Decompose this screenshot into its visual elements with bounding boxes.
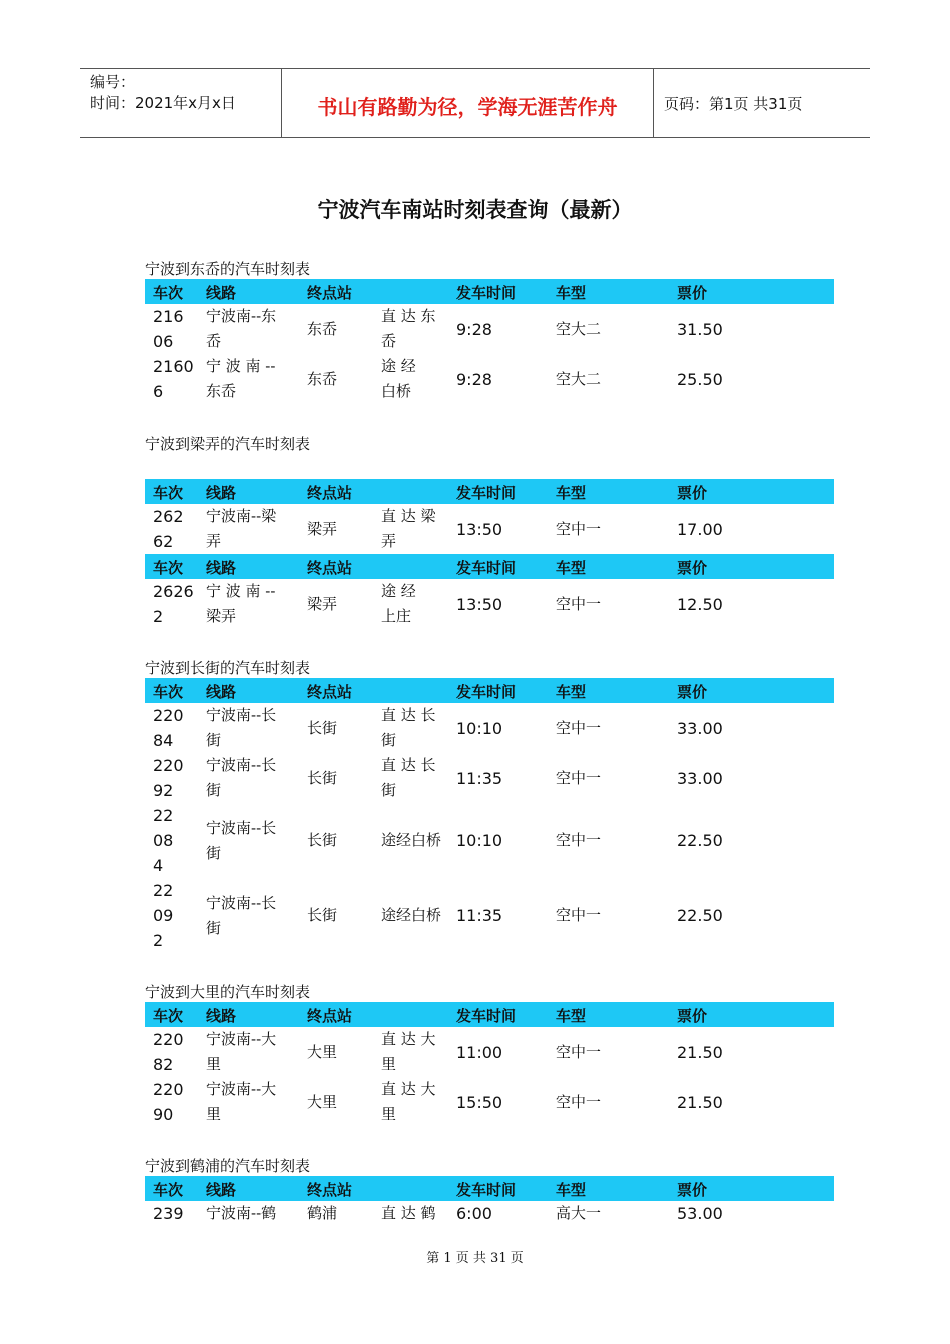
cell-price: 33.00	[677, 768, 723, 788]
column-header-price: 票价	[677, 1007, 708, 1025]
cell-departure-time: 9:28	[456, 369, 492, 389]
cell-via: 直 达 东 岙	[381, 307, 436, 350]
cell-route: 宁波南--长 街	[206, 893, 277, 937]
column-header-train-no: 车次	[153, 683, 184, 701]
cell-bus-type: 空中一	[556, 519, 602, 538]
table-row	[145, 753, 834, 803]
cell-train-no: 2626 2	[153, 582, 194, 626]
column-header-bus-type: 车型	[556, 683, 587, 701]
cell-departure-time: 11:35	[456, 768, 503, 788]
column-header-terminal: 终点站	[307, 484, 353, 502]
cell-train-no: 220 84	[153, 706, 184, 750]
page-title: 宁波汽车南站时刻表查询（最新）	[317, 197, 633, 222]
cell-bus-type: 空中一	[556, 594, 602, 613]
cell-route: 宁波南--长 街	[206, 706, 277, 749]
column-header-departure-time: 发车时间	[456, 1007, 517, 1025]
header-motto: 书山有路勤为径，学海无涯苦作舟	[281, 69, 654, 137]
table-row	[145, 1027, 834, 1077]
cell-terminal: 梁弄	[307, 594, 338, 613]
column-header-route: 线路	[206, 683, 237, 701]
cell-via: 途经白桥	[381, 906, 442, 924]
cell-bus-type: 空中一	[556, 831, 602, 849]
cell-train-no: 22 09 2	[153, 881, 174, 950]
cell-bus-type: 空大二	[556, 319, 602, 338]
cell-via: 直 达 长 街	[381, 706, 436, 749]
table-header-row	[145, 1176, 834, 1201]
column-header-price: 票价	[677, 683, 708, 701]
section-title: 宁波到长街的汽车时刻表	[145, 659, 311, 677]
cell-route: 宁波南--大 里	[206, 1080, 277, 1123]
cell-route: 宁 波 南 -- 梁弄	[206, 582, 276, 625]
cell-terminal: 长街	[307, 718, 338, 737]
cell-route: 宁波南--东 岙	[206, 307, 277, 350]
column-header-train-no: 车次	[153, 559, 184, 577]
column-header-departure-time: 发车时间	[456, 1181, 517, 1199]
cell-terminal: 鹤浦	[307, 1204, 338, 1222]
cell-via: 直 达 长 街	[381, 756, 436, 799]
cell-train-no: 216 06	[153, 307, 184, 351]
cell-bus-type: 空大二	[556, 369, 602, 388]
column-header-route: 线路	[206, 284, 237, 302]
cell-departure-time: 13:50	[456, 594, 503, 614]
column-header-price: 票价	[677, 1181, 708, 1199]
column-header-bus-type: 车型	[556, 484, 587, 502]
cell-via: 直 达 大 里	[381, 1030, 436, 1073]
table-header-row	[145, 479, 834, 504]
table-row	[145, 504, 834, 554]
cell-terminal: 大里	[307, 1092, 338, 1111]
document-header	[80, 68, 870, 138]
column-header-terminal: 终点站	[307, 683, 353, 701]
cell-terminal: 梁弄	[307, 519, 338, 538]
column-header-route: 线路	[206, 559, 237, 577]
column-header-departure-time: 发车时间	[456, 284, 517, 302]
column-header-train-no: 车次	[153, 284, 184, 302]
header-meta	[80, 69, 281, 137]
timetable-section	[145, 982, 834, 1127]
table-row	[145, 354, 834, 404]
cell-bus-type: 空中一	[556, 768, 602, 787]
number-label: 编号：	[90, 73, 136, 91]
cell-bus-type: 空中一	[556, 1042, 602, 1061]
column-header-route: 线路	[206, 484, 237, 502]
column-header-bus-type: 车型	[556, 1007, 587, 1025]
cell-train-no: 239	[153, 1204, 184, 1223]
table-row	[145, 703, 834, 753]
timetable-section	[145, 658, 834, 953]
cell-price: 22.50	[677, 906, 723, 925]
column-header-route: 线路	[206, 1181, 237, 1199]
cell-via: 直 达 大 里	[381, 1080, 436, 1123]
cell-price: 53.00	[677, 1204, 723, 1223]
column-header-train-no: 车次	[153, 484, 184, 502]
cell-terminal: 东岙	[307, 319, 338, 338]
date-label: 时间：2021年x月x日	[90, 94, 236, 112]
cell-price: 22.50	[677, 831, 723, 850]
column-header-train-no: 车次	[153, 1007, 184, 1025]
cell-train-no: 220 92	[153, 756, 184, 800]
cell-bus-type: 高大一	[556, 1204, 602, 1222]
section-title: 宁波到梁弄的汽车时刻表	[145, 435, 311, 453]
cell-route: 宁波南--长 街	[206, 756, 277, 799]
cell-train-no: 220 90	[153, 1080, 184, 1124]
table-header-row	[145, 1002, 834, 1027]
column-header-departure-time: 发车时间	[456, 484, 517, 502]
table-row	[145, 304, 834, 354]
cell-route: 宁波南--梁 弄	[206, 507, 277, 550]
section-title: 宁波到大里的汽车时刻表	[145, 983, 311, 1001]
column-header-terminal: 终点站	[307, 1181, 353, 1199]
cell-route: 宁波南--长 街	[206, 818, 277, 862]
cell-departure-time: 9:28	[456, 319, 492, 339]
table-row	[145, 1201, 834, 1226]
cell-via: 途 经 上庄	[381, 582, 416, 625]
timetable-section	[145, 434, 834, 629]
section-title: 宁波到鹤浦的汽车时刻表	[145, 1157, 311, 1175]
cell-bus-type: 空中一	[556, 906, 602, 924]
table-row	[145, 878, 834, 953]
table-row	[145, 579, 834, 629]
column-header-departure-time: 发车时间	[456, 559, 517, 577]
table-row	[145, 1077, 834, 1127]
cell-price: 31.50	[677, 319, 723, 339]
cell-departure-time: 13:50	[456, 519, 503, 539]
cell-departure-time: 11:35	[456, 906, 503, 925]
column-header-price: 票价	[677, 559, 708, 577]
table-header-row	[145, 279, 834, 304]
table-row	[145, 803, 834, 878]
table-header-row	[145, 678, 834, 703]
cell-route: 宁波南--鹤	[206, 1204, 277, 1222]
cell-departure-time: 6:00	[456, 1204, 492, 1223]
cell-bus-type: 空中一	[556, 1092, 602, 1111]
cell-route: 宁 波 南 -- 东岙	[206, 357, 276, 400]
page-footer: 第 1 页 共 31 页	[426, 1251, 524, 1266]
cell-via: 直 达 梁 弄	[381, 507, 436, 550]
cell-terminal: 长街	[307, 906, 338, 924]
cell-terminal: 东岙	[307, 369, 338, 388]
cell-train-no: 2160 6	[153, 357, 194, 401]
column-header-bus-type: 车型	[556, 1181, 587, 1199]
column-header-terminal: 终点站	[307, 284, 353, 302]
column-header-price: 票价	[677, 284, 708, 302]
column-header-departure-time: 发车时间	[456, 683, 517, 701]
column-header-terminal: 终点站	[307, 1007, 353, 1025]
cell-train-no: 22 08 4	[153, 806, 174, 875]
cell-terminal: 长街	[307, 768, 338, 787]
section-title: 宁波到东岙的汽车时刻表	[145, 260, 311, 278]
cell-terminal: 长街	[307, 831, 338, 849]
cell-price: 25.50	[677, 369, 723, 389]
column-header-route: 线路	[206, 1007, 237, 1025]
cell-departure-time: 11:00	[456, 1042, 503, 1062]
cell-departure-time: 15:50	[456, 1092, 503, 1112]
column-header-train-no: 车次	[153, 1181, 184, 1199]
cell-route: 宁波南--大 里	[206, 1030, 277, 1073]
cell-price: 21.50	[677, 1042, 723, 1062]
cell-via: 直 达 鹤	[381, 1204, 436, 1222]
cell-terminal: 大里	[307, 1042, 338, 1061]
cell-price: 17.00	[677, 519, 723, 539]
cell-departure-time: 10:10	[456, 718, 503, 738]
cell-via: 途经白桥	[381, 831, 442, 849]
cell-price: 21.50	[677, 1092, 723, 1112]
cell-bus-type: 空中一	[556, 718, 602, 737]
cell-departure-time: 10:10	[456, 831, 503, 850]
cell-price: 12.50	[677, 594, 723, 614]
column-header-bus-type: 车型	[556, 284, 587, 302]
table-header-row	[145, 554, 834, 579]
timetable-section	[145, 259, 834, 404]
timetable-section	[145, 1156, 834, 1226]
cell-via: 途 经 白桥	[381, 357, 416, 400]
column-header-price: 票价	[677, 484, 708, 502]
cell-price: 33.00	[677, 718, 723, 738]
column-header-bus-type: 车型	[556, 559, 587, 577]
header-page-label: 页码：第1页 共31页	[664, 95, 803, 113]
column-header-terminal: 终点站	[307, 559, 353, 577]
cell-train-no: 220 82	[153, 1030, 184, 1074]
cell-train-no: 262 62	[153, 507, 184, 551]
